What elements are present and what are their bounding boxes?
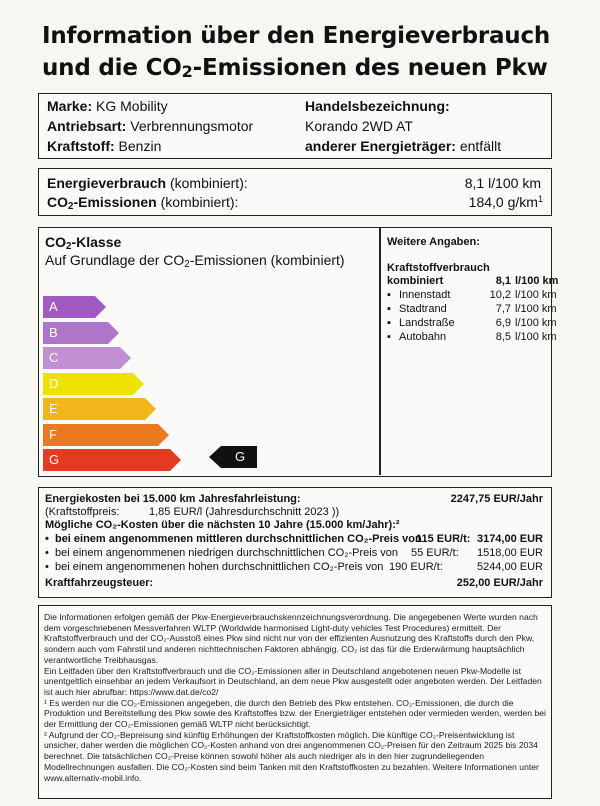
further-row-value: 7,7 <box>495 303 511 315</box>
further-heading: Weitere Angaben: <box>387 236 480 248</box>
fineprint-p1: Die Informationen erfolgen gemäß der Pkw-Energieverbrauchskennzeichnungsverordnung. Die angegebenen Werte wurden nach dem vorgeschriebenen Messverfahren WLTP (Worldwide harmonised Light-duty vehicles Test Procedures) ermittelt. Der Kraftstoffverbrauch und der CO₂-Ausstoß eines Pkw sind nicht nur von der effizienten Ausnutzung des Kraftstoffs durch den Pkw, sondern auch vom Fahrstil und anderen nichttechnischen Faktoren abhängig. CO₂ ist das für die Erderwärmung hauptsächlich verantwortliche Treibhausgas. <box>44 612 538 665</box>
co2-class-bar-label: E <box>49 401 58 416</box>
co2-class-bar-arrow <box>95 296 106 318</box>
further-row-label: Innenstadt <box>399 289 451 301</box>
energy-costs-value: 2247,75 EUR/Jahr <box>450 493 543 505</box>
fineprint-p4: ² Aufgrund der CO₂-Bepreisung sind künftig Erhöhungen der Kraftstoffkosten möglich. Die künftige CO₂-Preisentwicklung ist unsicher, daher werden die möglichen CO₂-Kosten anhand von drei angenommenen CO₂-Preisen für den Zeitraum 2025 bis 2034 berechnet. Die tatsächlichen CO₂-Preise können sowohl höher als auch niedriger als in den hier zugrundeliegenden Modellrechnungen ausfallen. Die CO₂-Kosten sind beim Tanken mit den Kraftstoffkosten zu bezahlen. Weitere Informationen unter www.alternativ-mobil.info. <box>44 729 539 783</box>
further-row-unit: l/100 km <box>515 331 557 343</box>
co2-class-bar-label: A <box>49 299 58 314</box>
consumption-box <box>38 168 552 216</box>
page-title <box>42 20 582 88</box>
vehicle-box <box>38 93 552 159</box>
fuel-label: Kraftstoff: <box>47 138 115 154</box>
co2-costs-label: Mögliche CO₂-Kosten über die nächsten 10 Jahre (15.000 km/Jahr):² <box>45 519 400 531</box>
title-line-2-sub: 2 <box>181 62 193 81</box>
co2-low-label: bei einem angenommenen niedrigen durchschnittlichen CO₂-Preis von <box>54 547 398 559</box>
co2-class-basis-post: -Emissionen (kombiniert) <box>189 252 345 268</box>
co2-mid-label: bei einem angenommenen mittleren durchschnittlichen CO₂-Preis von <box>54 533 422 545</box>
co2-class-basis-pre: Auf Grundlage der CO <box>45 252 185 268</box>
trade-label: Handelsbezeichnung: <box>305 98 450 114</box>
further-row-label: Stadtrand <box>399 303 447 315</box>
combined-value: 8,1 <box>495 275 511 287</box>
co2-high-price: 190 EUR/t: <box>389 561 443 573</box>
co2-class-bar-arrow <box>170 449 181 471</box>
co2-class-bar-label: B <box>49 324 58 340</box>
co2-class-heading <box>45 234 121 252</box>
fuel-consumption-heading: Kraftstoffverbrauch <box>387 262 490 274</box>
co2-class-bar-f <box>43 424 158 446</box>
co2-suffix: (kombiniert): <box>160 194 239 210</box>
tax-value: 252,00 EUR/Jahr <box>456 577 543 589</box>
co2-class-basis-sub: 2 <box>184 259 190 270</box>
marker-arrow-shape <box>209 446 257 468</box>
co2-low-row: • bei einem angenommenen niedrigen durchschnittlichen CO₂-Preis von <box>45 547 398 559</box>
co2-label-post: -Emissionen <box>73 194 157 210</box>
co2-class-bar-arrow <box>108 322 119 344</box>
further-row-unit: l/100 km <box>515 289 557 301</box>
co2-high-label: bei einem angenommenen hohen durchschnittlichen CO₂-Preis von <box>54 561 384 573</box>
further-row-bullet: ▪ <box>387 303 391 315</box>
co2-high-row: • bei einem angenommenen hohen durchschnittlichen CO₂-Preis von <box>45 561 384 573</box>
energy-suffix: (kombiniert): <box>169 175 248 191</box>
fineprint-p2: Ein Leitfaden über den Kraftstoffverbrauch und die CO₂-Emissionen aller in Deutschland angebotenen neuen Pkw-Modelle ist unentgeltlich einsehbar an jedem Verkaufsort in Deutschland, an dem neue Pkw ausgestellt oder angeboten werden. Der Leitfaden ist auch hier abrufbar: https://www.dat.de/co2/ <box>44 665 542 697</box>
further-row-unit: l/100 km <box>515 317 557 329</box>
further-row-bullet: ▪ <box>387 289 391 301</box>
further-row-bullet: ▪ <box>387 331 391 343</box>
costs-box <box>38 487 552 598</box>
co2-class-bar-label: G <box>49 452 60 467</box>
further-row-unit: l/100 km <box>515 303 557 315</box>
co2-value: 184,0 g/km <box>468 194 538 210</box>
co2-class-bar-arrow <box>133 373 144 395</box>
co2-class-bar-c <box>43 347 120 369</box>
co2-class-bar-g <box>43 449 170 471</box>
co2-label-sub: 2 <box>68 201 74 212</box>
co2-class-bar-a <box>43 296 95 318</box>
energy-costs-label: Energiekosten bei 15.000 km Jahresfahrleistung: <box>45 493 301 505</box>
co2-class-heading-pre: CO <box>45 234 66 250</box>
co2-label <box>47 194 157 210</box>
fineprint <box>44 612 548 783</box>
title-line-2 <box>42 52 582 88</box>
co2-low-value: 1518,00 EUR <box>476 547 543 559</box>
co2-class-heading-post: -Klasse <box>71 234 122 250</box>
fuel-value: Benzin <box>118 138 162 154</box>
co2-label-pre: CO <box>47 194 68 210</box>
fuel-price-value: 1,85 EUR/l (Jahresdurchschnitt 2023 )) <box>149 506 340 518</box>
co2-class-bar-arrow <box>158 424 169 446</box>
title-line-1: Information über den Energieverbrauch <box>42 23 551 49</box>
trade-value: Korando 2WD AT <box>305 118 413 134</box>
co2-low-price: 55 EUR/t: <box>411 547 459 559</box>
co2-mid-row: • bei einem angenommenen mittleren durchschnittlichen CO₂-Preis von <box>45 533 422 545</box>
co2-high-value: 5244,00 EUR <box>476 561 543 573</box>
fineprint-p3: ¹ Es werden nur die CO₂-Emissionen angegeben, die durch den Betrieb des Pkw entstehen. CO₂-Emissionen, die durch die Produktion und Bereitstellung des Pkw sowie des Kraftstoffes bzw. der Energieträger entstehen oder vermieden werden, werden bei der Ermittlung der CO₂-Emissionen gemäß WLTP nicht berücksichtigt. <box>44 697 546 730</box>
further-row-value: 6,9 <box>495 317 511 329</box>
tax-label: Kraftfahrzeugsteuer: <box>45 577 154 589</box>
co2-class-bar-b <box>43 322 108 344</box>
further-row-label: Landstraße <box>399 317 455 329</box>
combined-label: kombiniert <box>387 275 444 287</box>
further-row-value: 8,5 <box>495 331 511 343</box>
co2-class-bar-d <box>43 373 133 395</box>
further-row-bullet: ▪ <box>387 317 391 329</box>
co2-class-heading-sub: 2 <box>66 241 72 252</box>
co2-class-bar-e <box>43 398 145 420</box>
co2-class-bar-label: C <box>49 350 59 365</box>
energy-label: Energieverbrauch <box>47 175 167 191</box>
other-energy-label: anderer Energieträger: <box>305 138 456 154</box>
co2-mid-price: 115 EUR/t: <box>416 533 471 545</box>
co2-class-bar-arrow <box>145 398 156 420</box>
box-divider <box>379 228 381 475</box>
co2-footnote: 1 <box>537 194 543 204</box>
further-row-label: Autobahn <box>399 331 447 343</box>
drive-label: Antriebsart: <box>47 118 127 134</box>
combined-unit: l/100 km <box>515 275 559 287</box>
title-line-2-post: -Emissionen des neuen Pkw <box>192 55 548 81</box>
make-label: Marke: <box>47 98 93 114</box>
co2-class-bar-label: D <box>49 375 59 391</box>
current-class-marker <box>209 446 257 468</box>
co2-mid-value: 3174,00 EUR <box>476 533 543 545</box>
further-row-value: 10,2 <box>489 289 511 301</box>
co2-class-basis <box>45 252 345 270</box>
make-value: KG Mobility <box>96 98 168 114</box>
drive-value: Verbrennungsmotor <box>130 118 254 134</box>
co2-class-bar-label: F <box>49 426 57 442</box>
current-class-label: G <box>235 449 246 464</box>
fuel-price-label: (Kraftstoffpreis: <box>45 506 120 518</box>
co2-class-box <box>38 227 559 477</box>
co2-class-bar-arrow <box>120 347 131 369</box>
energy-value: 8,1 l/100 km <box>464 175 541 191</box>
title-line-2-pre: und die CO <box>42 55 182 81</box>
other-energy-value: entfällt <box>459 138 502 154</box>
